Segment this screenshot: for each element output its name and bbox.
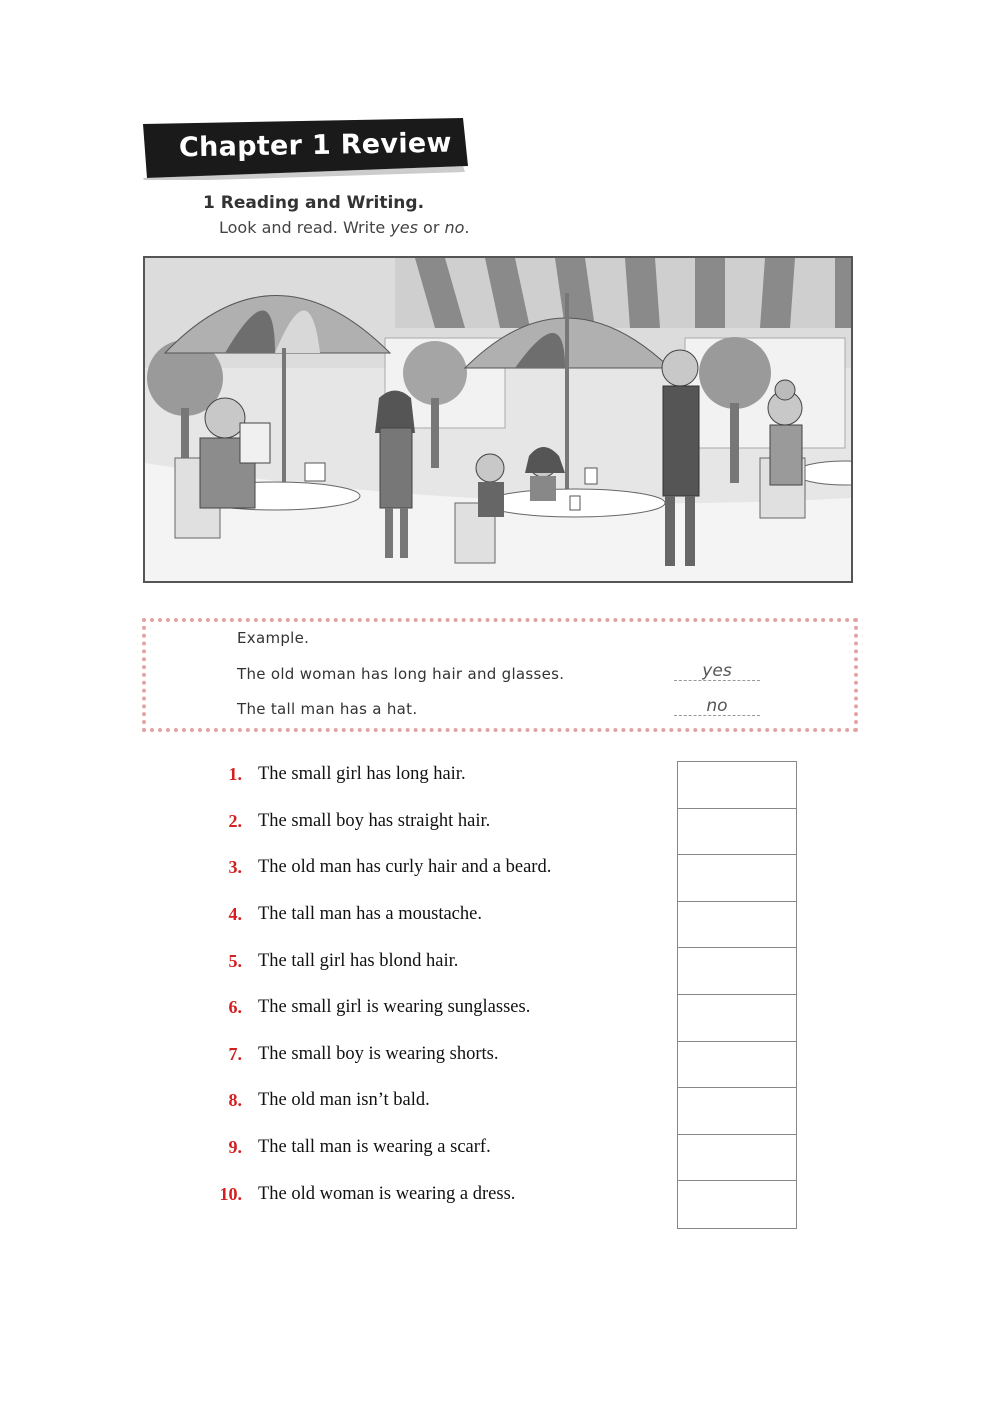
answer-box-4[interactable] xyxy=(678,902,796,949)
answer-box-2[interactable] xyxy=(678,809,796,856)
answer-box-7[interactable] xyxy=(678,1042,796,1089)
answer-column xyxy=(677,761,797,1229)
question-number: 10. xyxy=(219,1184,242,1204)
section-heading: 1 Reading and Writing. xyxy=(203,193,425,213)
answer-box-5[interactable] xyxy=(678,948,796,995)
answer-box-6[interactable] xyxy=(678,995,796,1042)
page-title: Chapter 1 Review xyxy=(178,127,452,164)
question-number: 9. xyxy=(228,1137,242,1157)
question-text: The tall girl has blond hair. xyxy=(258,951,459,971)
question-text: The old man has curly hair and a beard. xyxy=(258,857,552,877)
answer-box-10[interactable] xyxy=(678,1181,796,1228)
answer-box-3[interactable] xyxy=(678,855,796,902)
chapter-banner xyxy=(143,118,468,180)
instruction-text: or xyxy=(417,218,445,237)
instruction-no: no xyxy=(444,218,465,237)
question-text: The small girl has long hair. xyxy=(258,764,466,784)
example-item-answer: no xyxy=(674,697,760,716)
question-number: 7. xyxy=(228,1044,242,1064)
question-number: 3. xyxy=(228,857,242,877)
question-text: The small boy is wearing shorts. xyxy=(258,1044,499,1064)
instruction-text: . xyxy=(464,218,470,237)
question-text: The tall man is wearing a scarf. xyxy=(258,1137,491,1157)
answer-box-1[interactable] xyxy=(678,762,796,809)
example-item-answer: yes xyxy=(674,662,760,681)
example-label: Example. xyxy=(237,629,310,647)
question-number: 8. xyxy=(228,1090,242,1110)
question-text: The small boy has straight hair. xyxy=(258,811,491,831)
answer-box-8[interactable] xyxy=(678,1088,796,1135)
question-number: 4. xyxy=(228,904,242,924)
question-text: The small girl is wearing sunglasses. xyxy=(258,997,531,1017)
question-text: The tall man has a moustache. xyxy=(258,904,482,924)
example-box xyxy=(142,618,858,732)
question-text: The old woman is wearing a dress. xyxy=(258,1184,516,1204)
example-item-text: The old woman has long hair and glasses. xyxy=(237,665,565,683)
question-text: The old man isn’t bald. xyxy=(258,1090,430,1110)
answer-box-9[interactable] xyxy=(678,1135,796,1182)
instructions xyxy=(219,218,470,237)
example-item-text: The tall man has a hat. xyxy=(237,700,418,718)
question-number: 6. xyxy=(228,997,242,1017)
question-number: 2. xyxy=(228,811,242,831)
question-number: 5. xyxy=(228,951,242,971)
instruction-text: Look and read. Write xyxy=(219,218,391,237)
cafe-scene-illustration xyxy=(143,256,853,583)
instruction-yes: yes xyxy=(390,218,418,237)
question-number: 1. xyxy=(228,764,242,784)
